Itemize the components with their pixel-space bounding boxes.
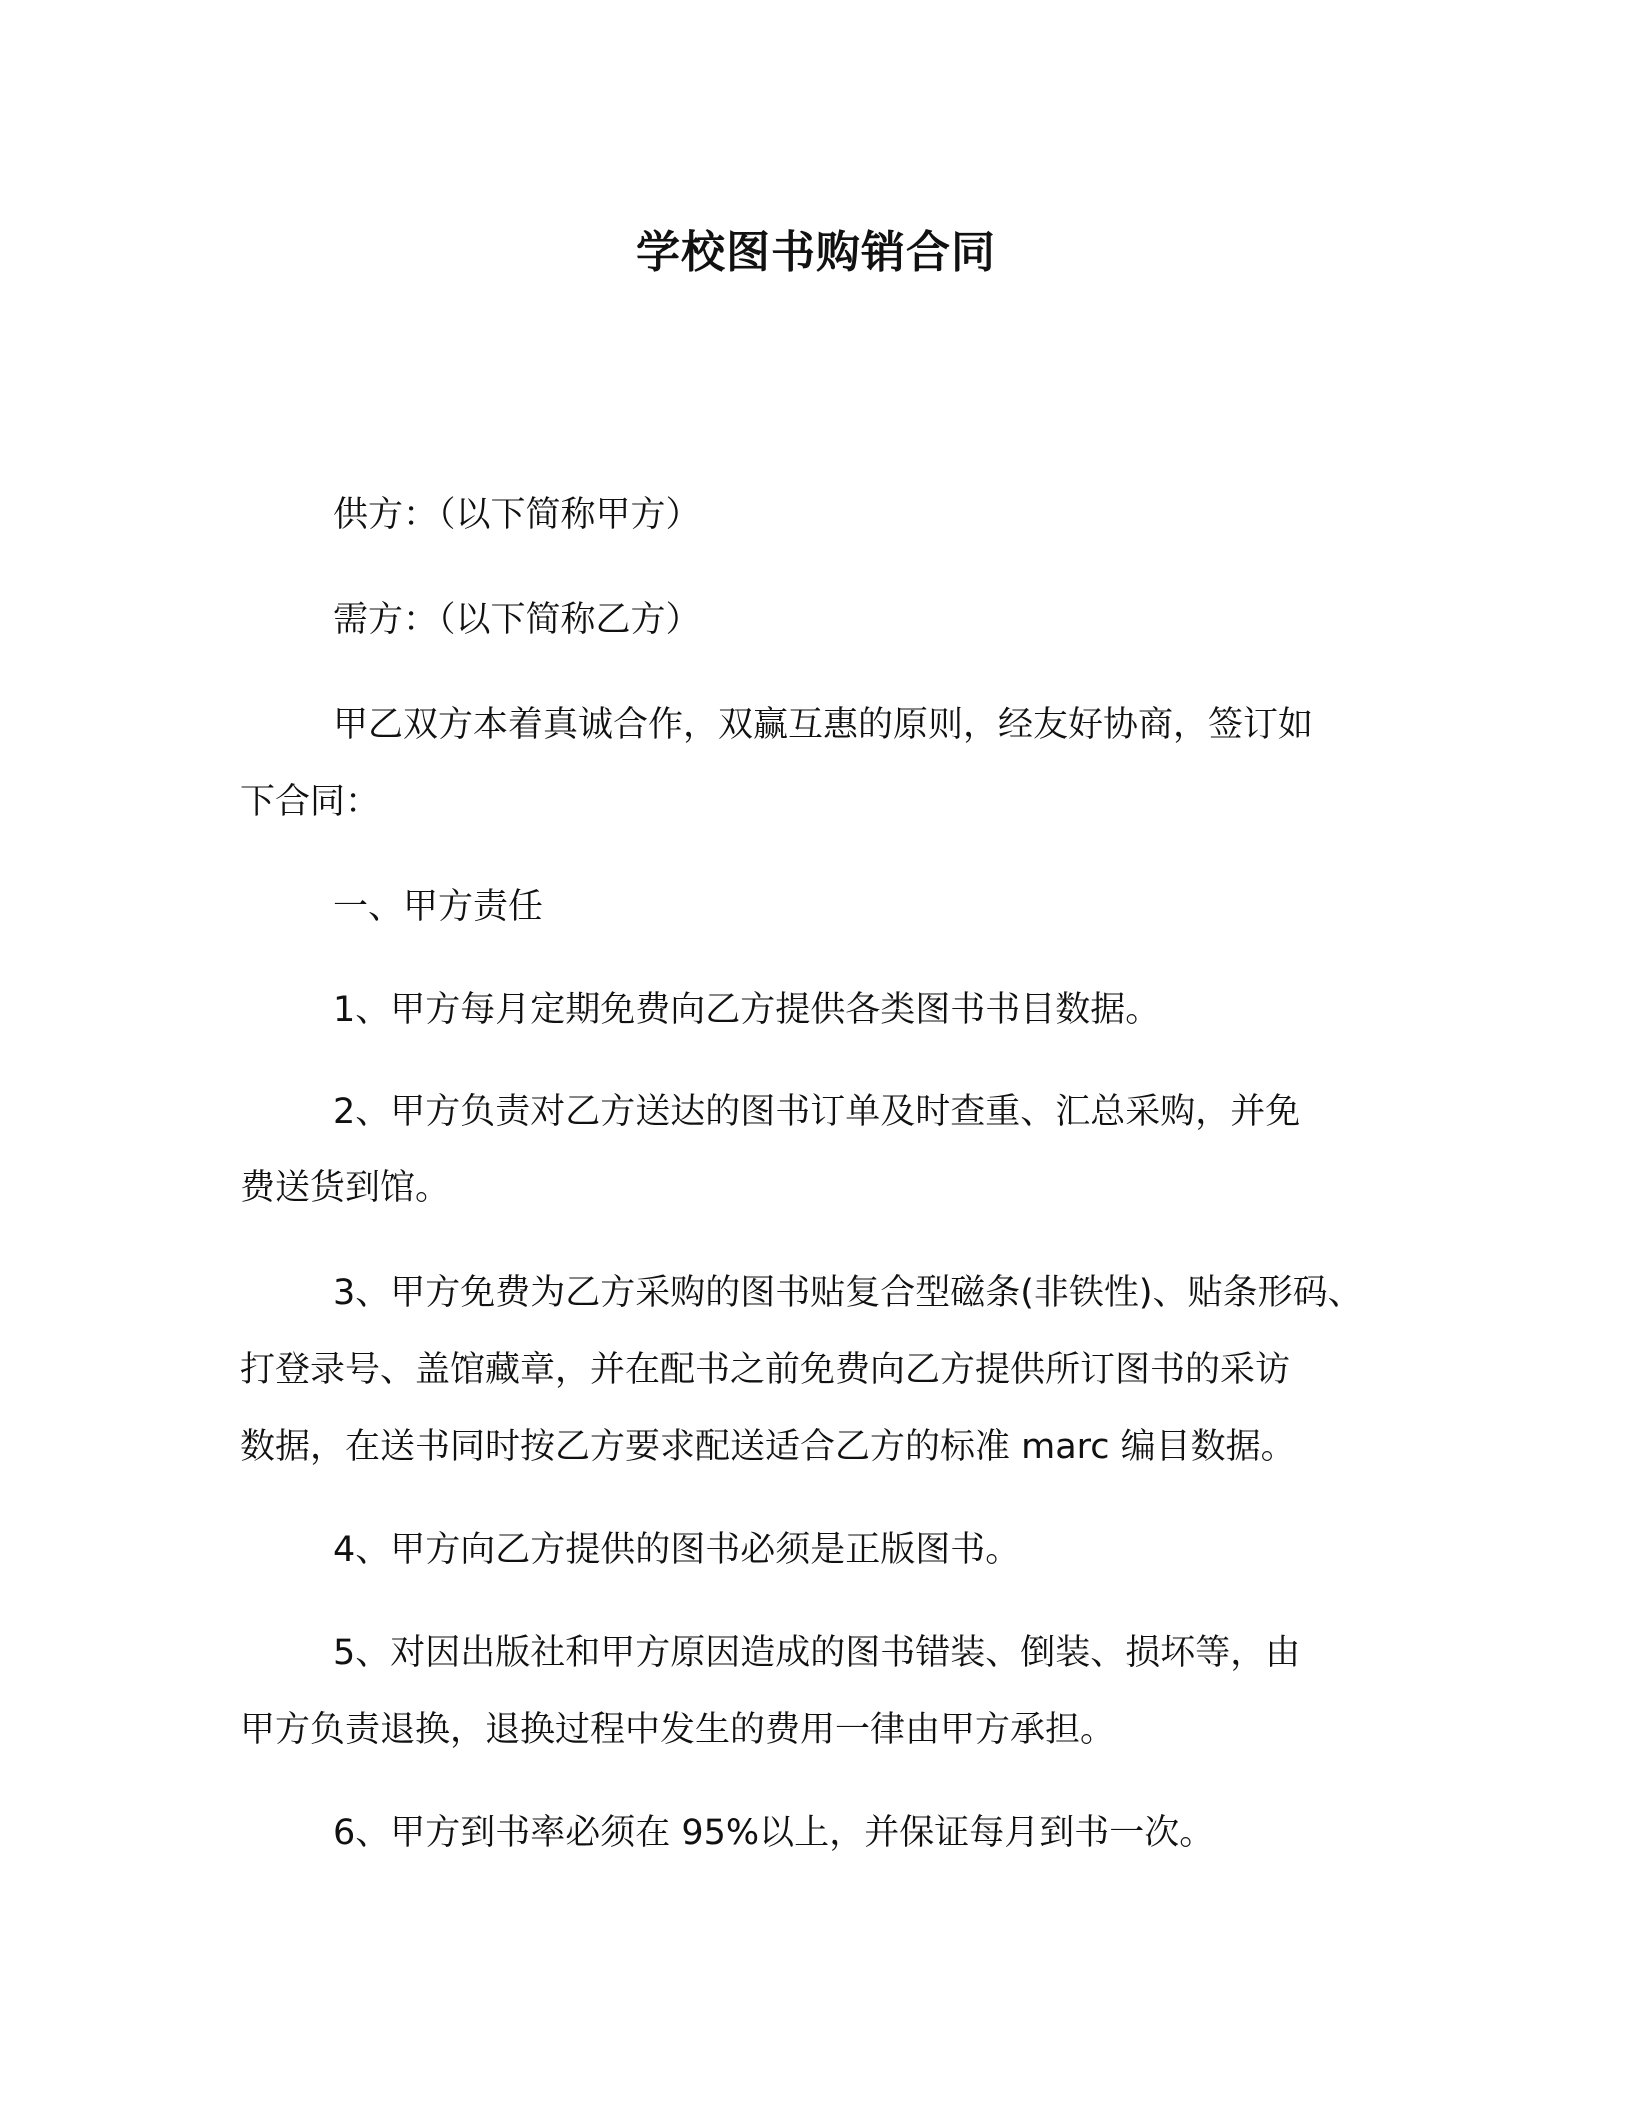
clause-6: 6、甲方到书率必须在 95%以上，并保证每月到书一次。 xyxy=(333,1813,1215,1853)
clause-2-line-2: 费送货到馆。 xyxy=(240,1168,451,1208)
clause-4: 4、甲方向乙方提供的图书必须是正版图书。 xyxy=(333,1530,1021,1570)
clause-3-line-3: 数据，在送书同时按乙方要求配送适合乙方的标准 marc 编目数据。 xyxy=(240,1427,1296,1467)
clause-3-line-2: 打登录号、盖馆藏章，并在配书之前免费向乙方提供所订图书的采访 xyxy=(240,1350,1291,1390)
clause-3-line-1: 3、甲方免费为乙方采购的图书贴复合型磁条(非铁性)、贴条形码、 xyxy=(333,1273,1363,1313)
clause-2-line-1: 2、甲方负责对乙方送达的图书订单及时查重、汇总采购，并免 xyxy=(333,1092,1301,1132)
document-title: 学校图书购销合同 xyxy=(636,227,996,278)
section-heading: 一、甲方责任 xyxy=(333,887,544,927)
intro-line-1: 甲乙双方本着真诚合作，双赢互惠的原则，经友好协商，签订如 xyxy=(333,705,1314,745)
clause-5-line-2: 甲方负责退换，退换过程中发生的费用一律由甲方承担。 xyxy=(240,1710,1116,1750)
clause-5-line-1: 5、对因出版社和甲方原因造成的图书错装、倒装、损坏等，由 xyxy=(333,1633,1301,1673)
buyer-line: 需方：（以下简称乙方） xyxy=(333,600,701,640)
clause-1: 1、甲方每月定期免费向乙方提供各类图书书目数据。 xyxy=(333,990,1161,1030)
supplier-line: 供方：（以下简称甲方） xyxy=(333,495,701,535)
intro-line-2: 下合同： xyxy=(240,782,381,822)
